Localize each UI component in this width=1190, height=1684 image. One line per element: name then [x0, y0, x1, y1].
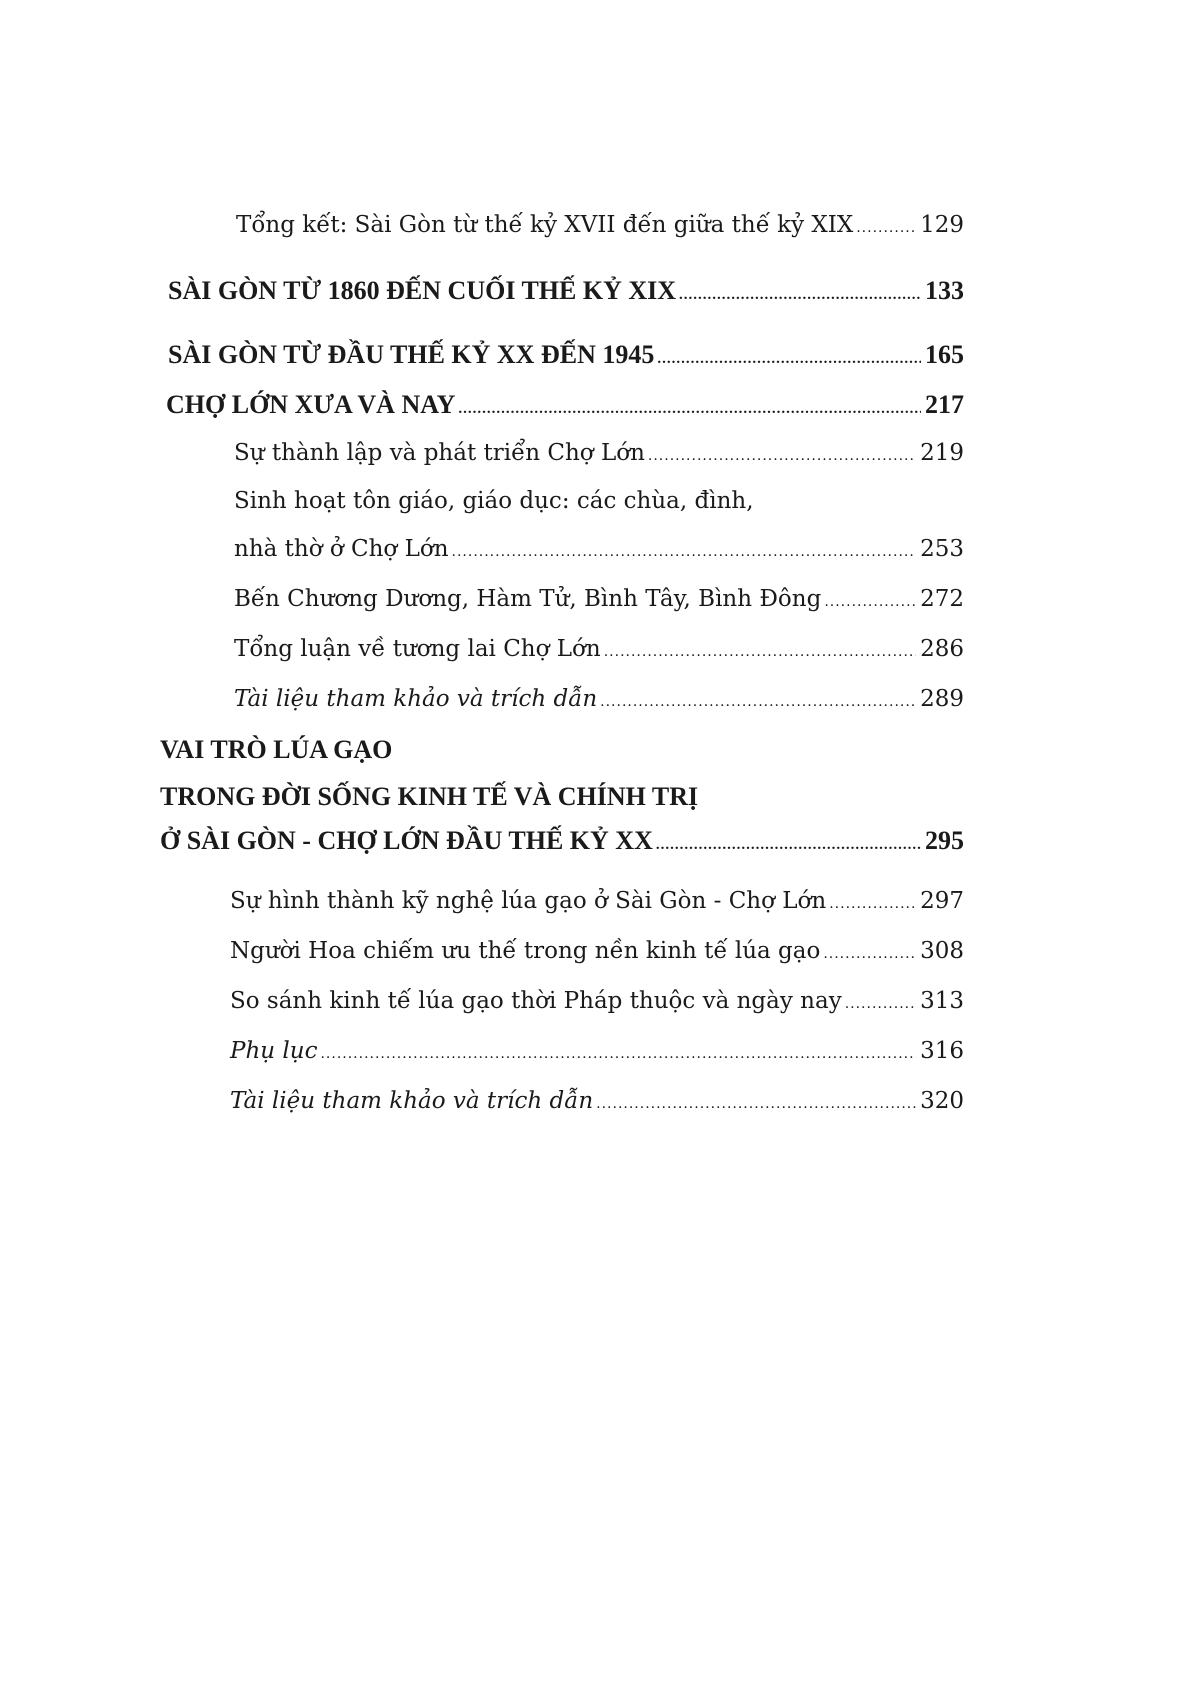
toc-chapter-title: Ở SÀI GÒN - CHỢ LỚN ĐẦU THẾ KỶ XX [160, 826, 653, 855]
toc-entry-page: 289 [920, 686, 964, 712]
dot-leader [824, 594, 916, 610]
toc-chapter [160, 826, 964, 856]
toc-chapter-page: 295 [925, 826, 964, 855]
toc-entry-page: 286 [920, 636, 964, 662]
toc-chapter [166, 390, 964, 420]
dot-leader [657, 351, 921, 368]
toc-entry [230, 1038, 964, 1064]
toc-entry-page: 308 [920, 938, 964, 964]
dot-leader [856, 220, 916, 236]
toc-entry [230, 938, 964, 964]
toc-entry [234, 636, 964, 662]
dot-leader [600, 694, 916, 710]
toc-entry-page: 313 [920, 988, 964, 1014]
toc-entry-title: So sánh kinh tế lúa gạo thời Pháp thuộc và ngày nay [230, 988, 842, 1014]
toc-entry-title: Tài liệu tham khảo và trích dẫn [230, 1088, 594, 1114]
dot-leader [604, 644, 916, 660]
dot-leader [452, 544, 917, 560]
toc-entry-page: 219 [920, 440, 964, 466]
toc-chapter-page: 165 [925, 340, 964, 369]
toc-entry-title: Tài liệu tham khảo và trích dẫn [234, 686, 598, 712]
toc-entry-title: Bến Chương Dương, Hàm Tử, Bình Tây, Bình Đông [234, 586, 822, 612]
dot-leader [596, 1096, 916, 1112]
toc-chapter-title-line: TRONG ĐỜI SỐNG KINH TẾ VÀ CHÍNH TRỊ [160, 782, 699, 811]
toc-entry-title: Người Hoa chiếm ưu thế trong nền kinh tế lúa gạo [230, 938, 821, 964]
toc-entry-page: 320 [920, 1088, 964, 1114]
toc-chapter-title: CHỢ LỚN XƯA VÀ NAY [166, 390, 456, 419]
dot-leader [823, 946, 916, 962]
toc-entry-title: nhà thờ ở Chợ Lớn [234, 536, 449, 562]
toc-entry-page: 297 [920, 888, 964, 914]
toc-entry-title: Tổng luận về tương lai Chợ Lớn [234, 636, 601, 662]
toc-entry-title: Sự hình thành kỹ nghệ lúa gạo ở Sài Gòn - Chợ Lớn [230, 888, 827, 914]
toc-entry-page: 272 [920, 586, 964, 612]
toc-entry-title: Phụ lục [230, 1038, 318, 1064]
dot-leader [679, 287, 921, 304]
toc-entry [234, 586, 964, 612]
toc-chapter [168, 276, 964, 306]
toc-entry [230, 988, 964, 1014]
toc-entry-title: Tổng kết: Sài Gòn từ thế kỷ XVII đến giữa thế kỷ XIX [236, 212, 854, 238]
toc-entry [234, 536, 964, 562]
toc-entry [230, 1088, 964, 1114]
toc-entry-page: 253 [920, 536, 964, 562]
dot-leader [320, 1046, 916, 1062]
toc-chapter [168, 340, 964, 370]
toc-entry [230, 888, 964, 914]
dot-leader [648, 448, 916, 464]
dot-leader [845, 996, 916, 1012]
toc-chapter-page: 133 [925, 276, 964, 305]
dot-leader [458, 401, 921, 418]
toc-entry [234, 440, 964, 466]
toc-chapter-title-line: VAI TRÒ LÚA GẠO [160, 735, 393, 764]
toc-entry [236, 212, 964, 238]
toc-entry-page: 129 [920, 212, 964, 238]
toc-entry-title-line: Sinh hoạt tôn giáo, giáo dục: các chùa, đình, [234, 488, 754, 514]
toc-chapter-page: 217 [925, 390, 964, 419]
toc-entry-title: Sự thành lập và phát triển Chợ Lớn [234, 440, 645, 466]
dot-leader [656, 837, 921, 854]
toc-chapter-title: SÀI GÒN TỪ ĐẦU THẾ KỶ XX ĐẾN 1945 [168, 340, 655, 369]
toc-chapter-title: SÀI GÒN TỪ 1860 ĐẾN CUỐI THẾ KỶ XIX [168, 276, 677, 305]
toc-entry [234, 686, 964, 712]
dot-leader [829, 896, 916, 912]
toc-entry-page: 316 [920, 1038, 964, 1064]
